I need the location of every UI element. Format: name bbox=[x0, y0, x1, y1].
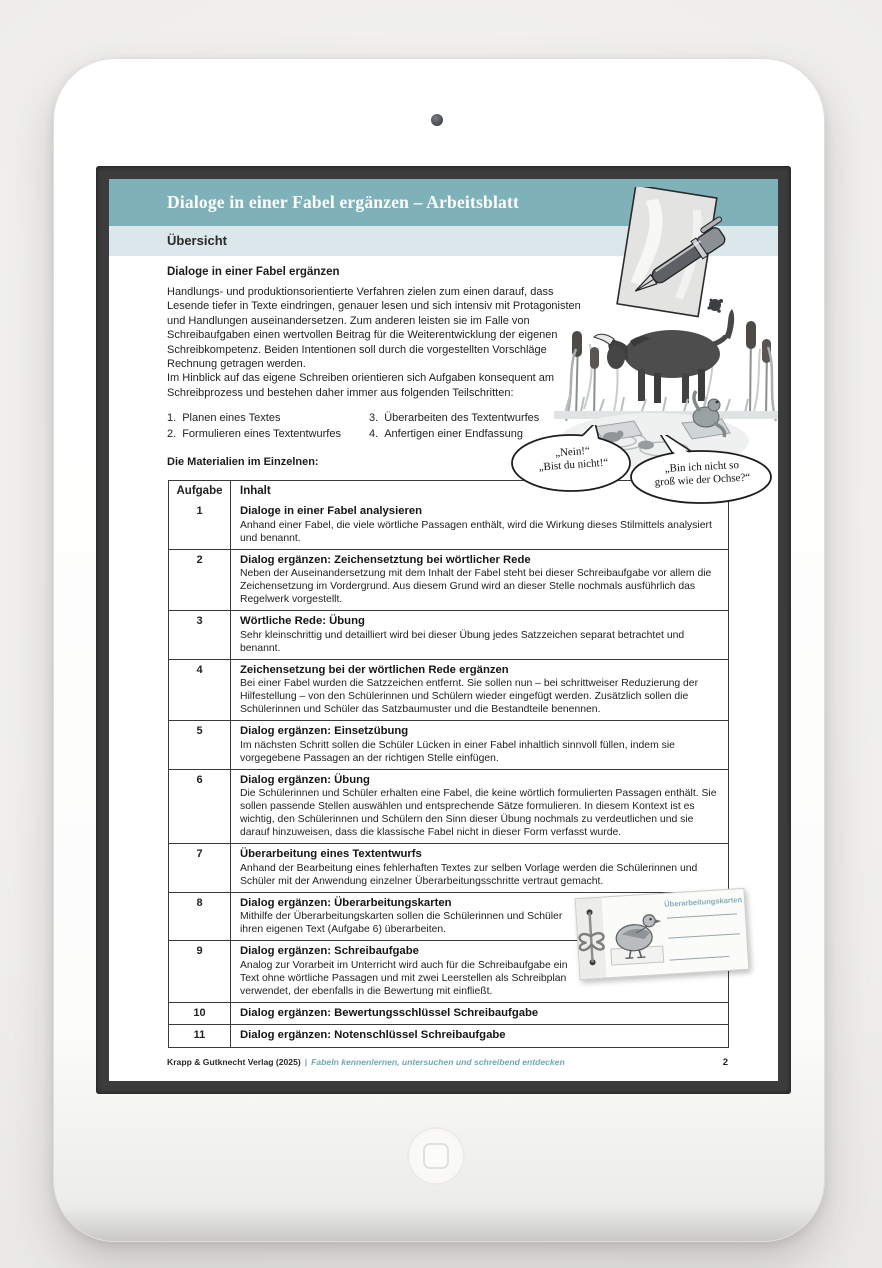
task-number: 4 bbox=[169, 660, 231, 721]
bubble-line: „Bist du nicht!“ bbox=[538, 456, 609, 474]
page-footer bbox=[167, 1057, 728, 1068]
task-title: Dialog ergänzen: Überarbeitungskarten bbox=[240, 896, 452, 909]
column-header-aufgabe: Aufgabe bbox=[169, 481, 231, 501]
task-description: Sehr kleinschrittig und detailliert wird bei dieser Übung jedes Satzzeichen separat betrachtet und benannt. bbox=[240, 629, 685, 654]
card-title: Überarbeitungskarten bbox=[663, 895, 743, 909]
task-number: 3 bbox=[169, 611, 231, 659]
task-content bbox=[231, 550, 728, 611]
intro-paragraphs bbox=[167, 285, 589, 400]
tablet-device bbox=[53, 58, 825, 1242]
list-item bbox=[167, 427, 369, 441]
task-description: Neben der Auseinandersetzung mit dem Inhalt der Fabel steht bei dieser Schreibaufgabe vor allem die Zeichensetzung im Vordergrund. Aus diesem Grund wird an dieser Stelle nochmals ausführlich das Regelwerk vorgestellt. bbox=[240, 568, 712, 605]
table-row bbox=[169, 610, 728, 659]
tablet-screen[interactable] bbox=[96, 166, 791, 1094]
table-row bbox=[169, 720, 728, 769]
step-text: Planen eines Textes bbox=[182, 412, 281, 424]
intro-paragraph-1: Handlungs- und produktionsorientierte Verfahren zielen zum einen darauf, dass Lesende tiefer in Texte eindringen, genauer lesen und sich intensiv mit Protagonisten und Handlungen auseinandersetzen. Zum anderen leisten sie im Falle von Schreibaufgaben einen wertvollen Beitrag für die Weiterentwicklung der eigenen Schreibkompetenz. Beiden Intentionen soll durch die vorgestellten Vorschläge Rechnung getragen werden. bbox=[167, 286, 581, 371]
task-number: 10 bbox=[169, 1003, 231, 1025]
front-camera-icon bbox=[431, 114, 443, 126]
task-content bbox=[231, 660, 728, 721]
table-row bbox=[169, 843, 728, 892]
revision-cards-photo bbox=[575, 888, 750, 980]
task-number: 1 bbox=[169, 501, 231, 549]
speech-bubble-frog bbox=[627, 435, 777, 505]
task-content bbox=[231, 770, 728, 844]
step-number: 2. bbox=[167, 428, 177, 440]
task-content bbox=[231, 501, 728, 549]
pen-paper-illustration-icon bbox=[597, 187, 747, 327]
task-description: Anhand der Bearbeitung eines fehlerhaften Textes zur selben Vorlage werden die Schülerinnen und Schüler mit der Anwendung einzelner Überarbeitungsschritte vertraut gemacht. bbox=[240, 862, 698, 887]
task-title: Dialog ergänzen: Übung bbox=[240, 773, 370, 786]
task-number: 8 bbox=[169, 893, 231, 941]
task-description: Die Schülerinnen und Schüler erhalten eine Fabel, die keine wörtlich formulierten Passagen enthält. Sie sollen passende Stellen auswählen und entsprechende Sätze formulieren. In diesem Kontext ist es wichtig, den Schülerinnen und Schülern den Sinn dieser Übung nochmals zu verdeutlichen und sie darauf hinzuweisen, dass die klassische Fabel nicht in dieser Form verfasst wurde. bbox=[240, 788, 717, 838]
task-title: Zeichensetzung bei der wörtlichen Rede ergänzen bbox=[240, 663, 509, 676]
page-subtitle: Übersicht bbox=[167, 233, 227, 248]
speech-bubble-text bbox=[625, 431, 778, 509]
task-description: Bei einer Fabel wurden die Satzzeichen entfernt. Sie sollen nun – bei schrittweiser Reduzierung der Hilfestellung – von den Schülerinnen und Schülern wieder eingefügt werden. Zusätzlich sollen die Schülerinnen und Schüler das Satzbaumuster und die Bestandteile benennen. bbox=[240, 678, 699, 715]
task-number: 6 bbox=[169, 770, 231, 844]
task-title: Überarbeitung eines Textentwurfs bbox=[240, 848, 422, 860]
column-header-inhalt: Inhalt bbox=[240, 485, 271, 497]
task-title: Dialog ergänzen: Zeichensetztung bei wörtlicher Rede bbox=[240, 553, 531, 566]
speech-bubble-text bbox=[507, 421, 639, 498]
page-number: 2 bbox=[722, 1057, 728, 1068]
task-title: Dialoge in einer Fabel analysieren bbox=[240, 505, 423, 517]
table-row bbox=[169, 1002, 728, 1025]
task-title: Dialog ergänzen: Schreibaufgabe bbox=[240, 945, 419, 957]
task-description: Analog zur Vorarbeit im Unterricht wird auch für die Schreibaufgabe ein Text ohne wörtliche Passagen und mit zwei Leerstellen als Schreibplan verwendet, der ebenfalls in die Bewertung mit einfließt. bbox=[240, 959, 568, 997]
task-number: 2 bbox=[169, 550, 231, 611]
step-number: 4. bbox=[369, 428, 379, 440]
page-title: Dialoge in einer Fabel ergänzen – Arbeitsblatt bbox=[167, 192, 520, 212]
task-content bbox=[231, 611, 728, 659]
home-button[interactable] bbox=[407, 1127, 465, 1185]
task-title: Dialog ergänzen: Einsetzübung bbox=[240, 725, 409, 737]
task-content bbox=[231, 1003, 728, 1025]
bubble-line: „Bin ich nicht so bbox=[664, 458, 740, 475]
table-row bbox=[169, 501, 728, 549]
task-description: Mithilfe der Überarbeitungskarten sollen die Schülerinnen und Schüler ihren eigenen Text (Aufgabe 6) überarbeiten. bbox=[240, 911, 563, 935]
step-text: Anfertigen einer Endfassung bbox=[384, 428, 524, 440]
step-text: Überarbeiten des Textentwurfes bbox=[384, 412, 540, 424]
step-number: 1. bbox=[167, 412, 177, 424]
step-text: Formulieren eines Textentwurfes bbox=[182, 428, 341, 440]
task-title: Wörtliche Rede: Übung bbox=[240, 615, 365, 627]
list-item bbox=[167, 411, 369, 425]
intro-paragraph-2: Im Hinblick auf das eigene Schreiben orientieren sich Aufgaben konsequent am Schreibprozess und bestehen daher immer aus folgenden Teilschritten: bbox=[167, 372, 555, 399]
pdf-document-page[interactable] bbox=[109, 179, 778, 1081]
speech-bubble-frogs bbox=[509, 425, 637, 493]
table-row bbox=[169, 1024, 728, 1047]
home-button-square-icon bbox=[423, 1143, 449, 1169]
task-number: 11 bbox=[169, 1025, 231, 1047]
footer-separator: | bbox=[304, 1057, 308, 1067]
materials-label: Die Materialien im Einzelnen: bbox=[167, 456, 319, 468]
table-row bbox=[169, 549, 728, 611]
task-number: 9 bbox=[169, 941, 231, 1002]
bubble-line: groß wie der Ochse?“ bbox=[654, 471, 751, 489]
table-row bbox=[169, 659, 728, 721]
task-content bbox=[231, 844, 728, 892]
task-description: Im nächsten Schritt sollen die Schüler Lücken in einer Fabel inhaltlich sinnvoll füllen, indem sie vorgegebene Passagen an der richtigen Stelle einfügen. bbox=[240, 739, 675, 764]
section-heading: Dialoge in einer Fabel ergänzen bbox=[167, 266, 340, 278]
task-title: Dialog ergänzen: Bewertungsschlüssel Schreibaufgabe bbox=[240, 1006, 539, 1019]
series-title: Fabeln kennenlernen, untersuchen und schreibend entdecken bbox=[311, 1057, 565, 1067]
table-row bbox=[169, 769, 728, 844]
step-number: 3. bbox=[369, 412, 379, 424]
task-number: 5 bbox=[169, 721, 231, 769]
task-content bbox=[231, 721, 728, 769]
task-content bbox=[231, 1025, 728, 1047]
task-description: Anhand einer Fabel, die viele wörtliche Passagen enthält, wird die Wirkung dieses Stilmittels analysiert und benannt. bbox=[240, 519, 712, 544]
publisher-credit: Krapp & Gutknecht Verlag (2025) bbox=[167, 1057, 301, 1067]
bubble-line: „Nein!“ bbox=[554, 444, 591, 459]
task-number: 7 bbox=[169, 844, 231, 892]
task-title: Dialog ergänzen: Notenschlüssel Schreibaufgabe bbox=[240, 1029, 506, 1041]
